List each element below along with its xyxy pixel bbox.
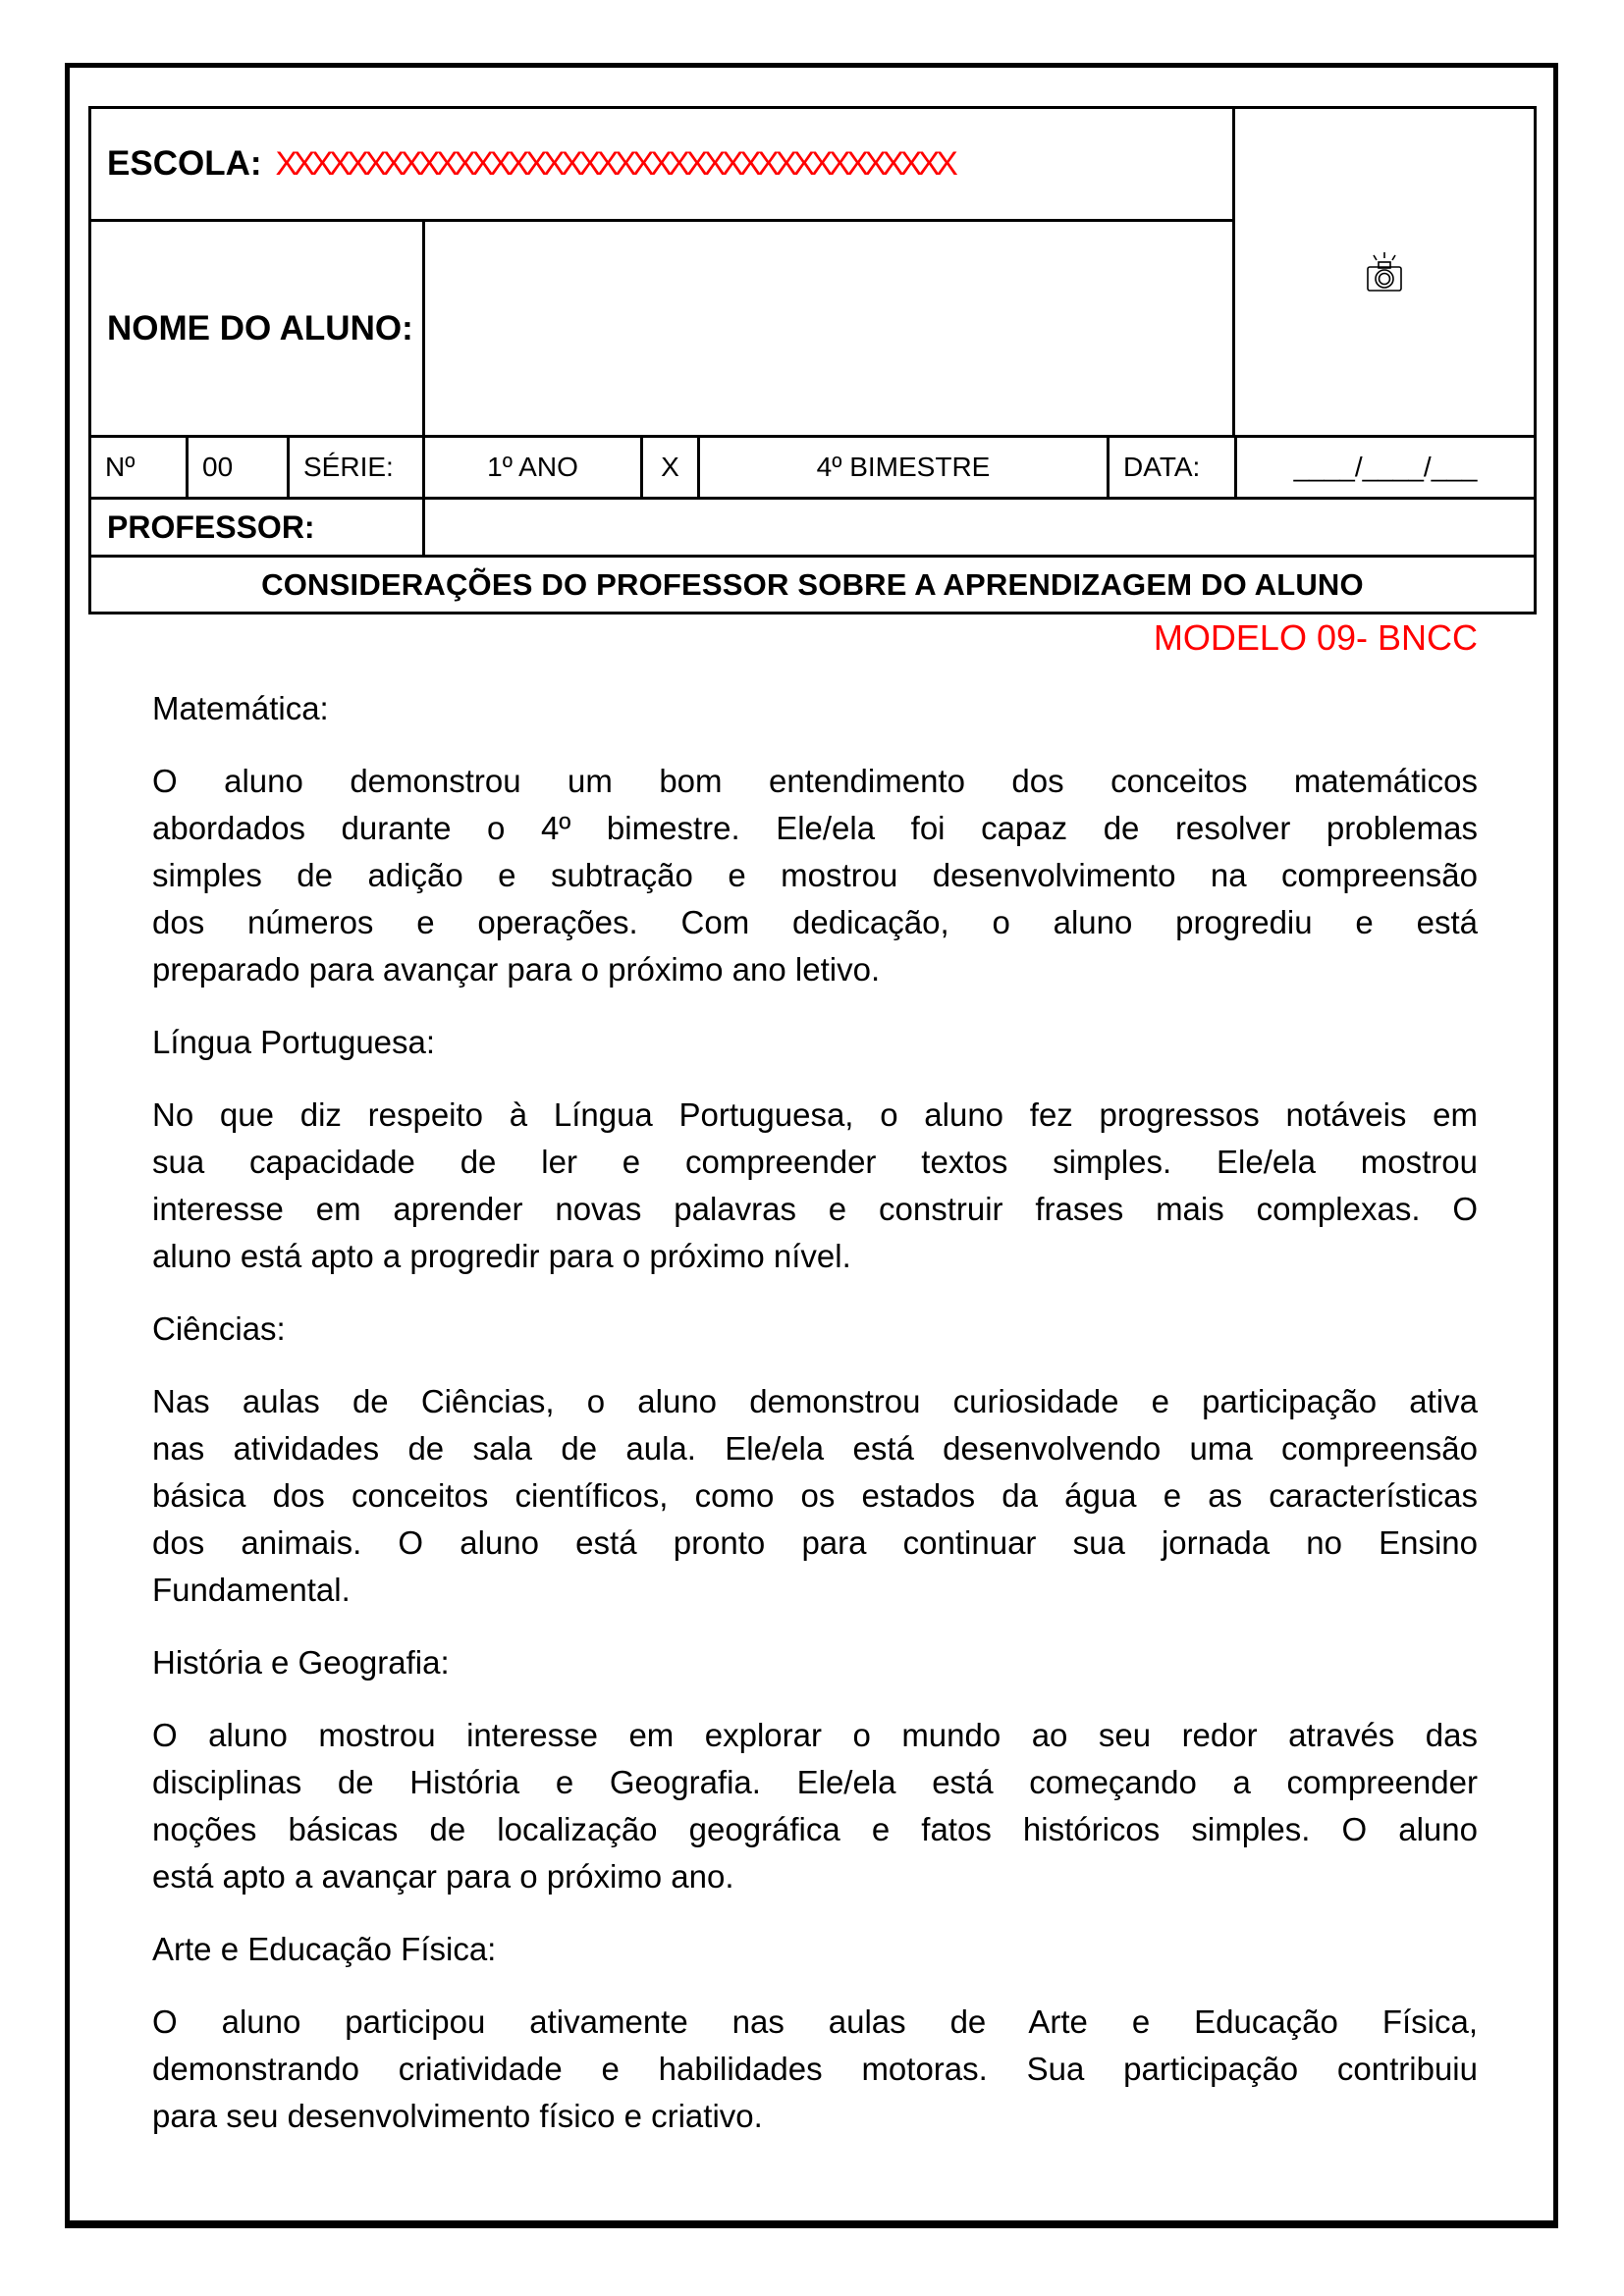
considerations-title: CONSIDERAÇÕES DO PROFESSOR SOBRE A APRENDIZAGEM DO ALUNO [91, 555, 1534, 612]
school-value-placeholder: XXXXXXXXXXXXXXXXXXXXXXXXXXXXXXXXXXXXXX [275, 144, 954, 183]
paragraph-line: O aluno mostrou interesse em explorar o mundo ao seu redor através das [152, 1717, 1478, 1753]
paragraph-line: O aluno demonstrou um bom entendimento dos conceitos matemáticos [152, 763, 1478, 799]
section-heading-lingua-portuguesa: Língua Portuguesa: [152, 1024, 436, 1060]
section-heading-matematica: Matemática: [152, 690, 329, 726]
section-heading-arte-educacao-fisica: Arte e Educação Física: [152, 1931, 497, 1967]
number-series-row [91, 435, 1534, 497]
paragraph-line: simples de adição e subtração e mostrou desenvolvimento na compreensão [152, 857, 1478, 893]
paragraph-line: interesse em aprender novas palavras e construir frases mais complexas. O [152, 1191, 1478, 1227]
student-name-field [425, 222, 1232, 435]
header-left-column [91, 109, 1235, 435]
model-tag: MODELO 09- BNCC [1153, 617, 1478, 658]
series-label: SÉRIE: [290, 438, 425, 497]
header-top-rows [91, 109, 1534, 435]
paragraph-line: Nas aulas de Ciências, o aluno demonstrou curiosidade e participação ativa [152, 1383, 1478, 1419]
date-field: ____/____/___ [1293, 452, 1478, 482]
paragraph-line: O aluno participou ativamente nas aulas de Arte e Educação Física, [152, 2003, 1478, 2040]
section-heading-ciencias: Ciências: [152, 1310, 286, 1347]
student-name-label: NOME DO ALUNO: [91, 222, 425, 435]
paragraph-line: preparado para avançar para o próximo ano letivo. [152, 951, 881, 988]
paragraph-line: básica dos conceitos científicos, como os estados da água e as características [152, 1477, 1478, 1514]
paragraph-line: noções básicas de localização geográfica e fatos históricos simples. O aluno [152, 1811, 1478, 1847]
paragraph-line: para seu desenvolvimento físico e criativo. [152, 2098, 763, 2134]
paragraph-line: está apto a avançar para o próximo ano. [152, 1858, 734, 1895]
paragraph-line: aluno está apto a progredir para o próximo nível. [152, 1238, 851, 1274]
paragraph-line: sua capacidade de ler e compreender textos simples. Ele/ela mostrou [152, 1144, 1478, 1180]
school-label: ESCOLA: [107, 144, 262, 183]
paragraph-line: abordados durante o 4º bimestre. Ele/ela foi capaz de resolver problemas [152, 810, 1478, 846]
report-body [152, 616, 1478, 2140]
section-heading-historia-geografia: História e Geografia: [152, 1644, 450, 1681]
paragraph-line: dos animais. O aluno está pronto para continuar sua jornada no Ensino [152, 1524, 1478, 1561]
paragraph-line: disciplinas de História e Geografia. Ele/ela está começando a compreender [152, 1764, 1478, 1800]
paragraph-line: nas atividades de sala de aula. Ele/ela está desenvolvendo uma compreensão [152, 1430, 1478, 1467]
series-checkmark: X [643, 438, 700, 497]
photo-cell [1235, 109, 1534, 435]
teacher-field [425, 500, 1534, 555]
number-value: 00 [189, 438, 290, 497]
date-label: DATA: [1110, 438, 1237, 497]
series-value: 1º ANO [425, 438, 643, 497]
paragraph-line: dos números e operações. Com dedicação, o aluno progrediu e está [152, 904, 1478, 940]
teacher-row [91, 497, 1534, 555]
camera-icon [1363, 248, 1406, 295]
student-name-row [91, 222, 1232, 435]
number-label: Nº [91, 438, 189, 497]
teacher-label: PROFESSOR: [91, 500, 425, 555]
school-row [91, 109, 1232, 222]
header-table [88, 106, 1537, 614]
bimester-label: 4º BIMESTRE [700, 438, 1110, 497]
paragraph-line: No que diz respeito à Língua Portuguesa, o aluno fez progressos notáveis em [152, 1096, 1478, 1133]
paragraph-line: demonstrando criatividade e habilidades motoras. Sua participação contribuiu [152, 2051, 1478, 2087]
paragraph-line: Fundamental. [152, 1572, 351, 1608]
